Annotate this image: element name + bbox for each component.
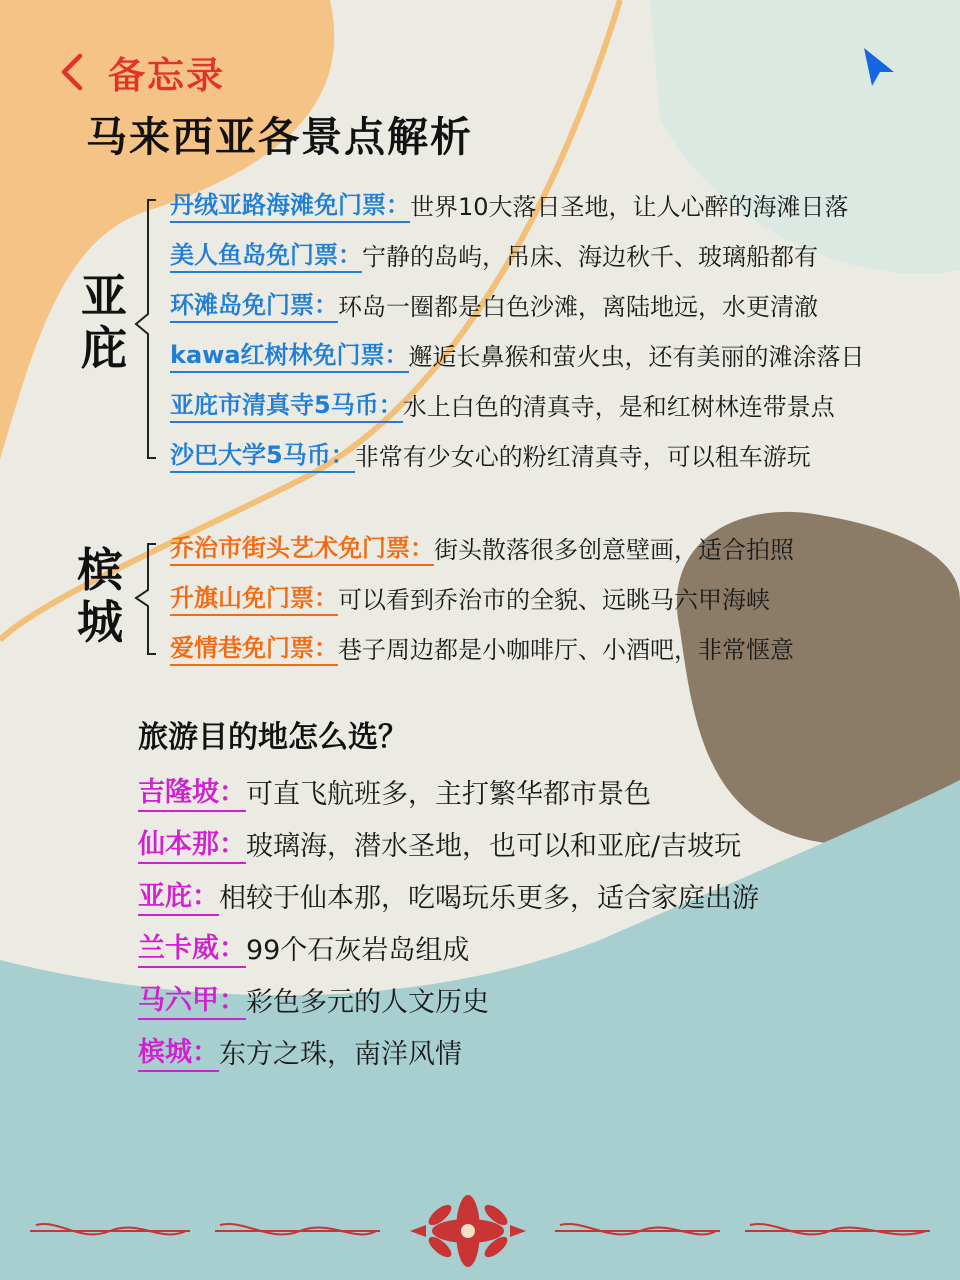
back-label: 备忘录 <box>108 54 225 97</box>
list-item: 吉隆坡： 可直飞航班多，主打繁华都市景色 <box>138 766 651 816</box>
list-item: 兰卡威： 99个石灰岩岛组成 <box>138 922 469 972</box>
list-item: 升旗山免门票： 可以看到乔治市的全貌、远眺马六甲海峡 <box>170 575 770 619</box>
cursor-arrow-icon <box>858 44 900 90</box>
list-item: 亚庇： 相较于仙本那，吃喝玩乐更多，适合家庭出游 <box>138 870 759 920</box>
flower-ornament-icon <box>0 1185 960 1280</box>
list-item: 美人鱼岛免门票： 宁静的岛屿，吊床、海边秋千、玻璃船都有 <box>170 232 818 276</box>
region-label-penang: 槟城 <box>77 543 123 649</box>
chevron-left-icon <box>58 52 86 92</box>
list-item: 环滩岛免门票： 环岛一圈都是白色沙滩，离陆地远，水更清澈 <box>170 282 818 326</box>
list-item: 乔治市街头艺术免门票： 街头散落很多创意壁画，适合拍照 <box>170 525 794 569</box>
list-item: 马六甲： 彩色多元的人文历史 <box>138 974 489 1024</box>
list-item: 丹绒亚路海滩免门票： 世界10大落日圣地，让人心醉的海滩日落 <box>170 182 849 226</box>
list-item: 槟城： 东方之珠，南洋风情 <box>138 1026 462 1076</box>
page-title: 马来西亚各景点解析 <box>86 113 473 161</box>
list-item: 爱情巷免门票： 巷子周边都是小咖啡厅、小酒吧，非常惬意 <box>170 625 794 669</box>
list-item: 沙巴大学5马币： 非常有少女心的粉红清真寺，可以租车游玩 <box>170 432 811 476</box>
back-button[interactable] <box>58 48 225 96</box>
list-item: kawa红树林免门票： 邂逅长鼻猴和萤火虫，还有美丽的滩涂落日 <box>170 332 865 376</box>
list-item: 仙本那： 玻璃海，潜水圣地，也可以和亚庇/吉坡玩 <box>138 818 741 868</box>
region-bracket-penang <box>128 540 164 658</box>
region-bracket-kota-kinabalu <box>128 196 164 462</box>
destinations-heading: 旅游目的地怎么选？ <box>138 720 408 755</box>
region-label-kota-kinabalu: 亚庇 <box>81 269 127 375</box>
list-item: 亚庇市清真寺5马币： 水上白色的清真寺，是和红树林连带景点 <box>170 382 835 426</box>
